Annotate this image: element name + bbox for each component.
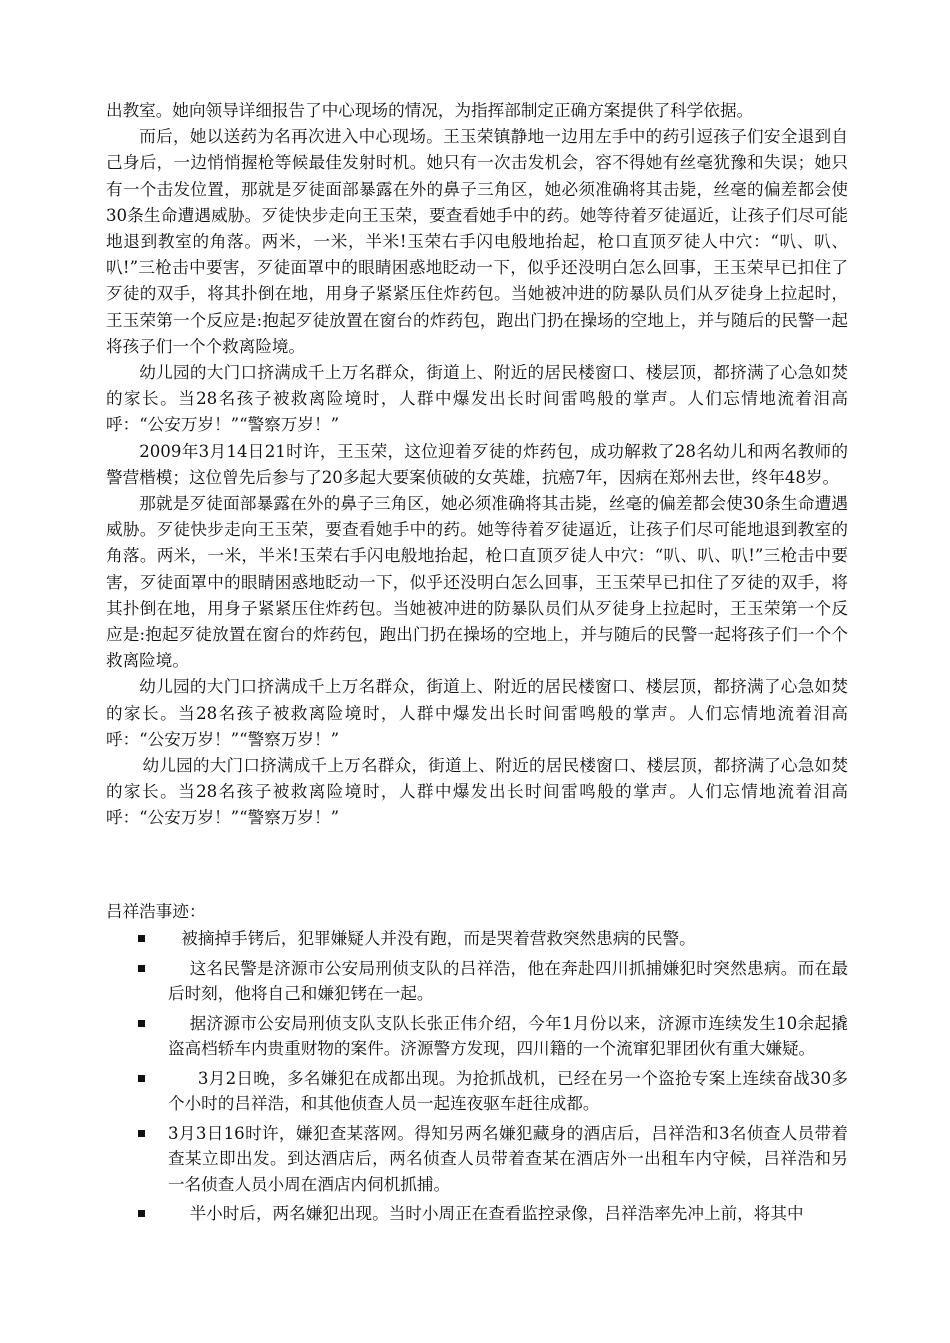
paragraph: 幼儿园的大门口挤满成千上万名群众，街道上、附近的居民楼窗口、楼层顶，都挤满了心急如焚的家长。当28名孩子被救离险境时，人群中爆发出长时间雷鸣般的掌声。人们忘情地流着泪高呼：“公安万岁！”“警察万岁！” (106, 363, 848, 435)
paragraph: 出教室。她向领导详细报告了中心现场的情况，为指挥部制定正确方案提供了科学依据。 (106, 101, 754, 120)
square-bullet-icon (138, 1210, 145, 1217)
section-heading: 吕祥浩事迹： (106, 902, 206, 921)
paragraph: 而后，她以送药为名再次进入中心现场。王玉荣镇静地一边用左手中的药引逗孩子们安全退到自己身后，一边悄悄握枪等候最佳发射时机。她只有一次击发机会，容不得她有丝毫犹豫和失误；她只有一个击发位置，那就是歹徒面部暴露在外的鼻子三角区，她必须准确将其击毙，丝毫的偏差都会使30条生命遭遇威胁。歹徒快步走向王玉荣，要查看她手中的药。她等待着歹徒逼近，让孩子们尽可能地退到教室的角落。两米，一米，半米!玉荣右手闪电般地抬起，枪口直顶歹徒人中穴：“叭、叭、叭!”三枪击中要害，歹徒面罩中的眼睛困惑地眨动一下，似乎还没明白怎么回事，王玉荣早已扣住了歹徒的双手，将其扑倒在地，用身子紧紧压住炸药包。当她被冲进的防暴队员们从歹徒身上拉起时，王玉荣第一个反应是:抱起歹徒放置在窗台的炸药包，跑出门扔在操场的空地上，并与随后的民警一起将孩子们一个个救离险境。 (106, 127, 848, 356)
list-item (106, 926, 848, 952)
square-bullet-icon (138, 935, 145, 942)
list-item-text: 据济源市公安局刑侦支队支队长张正伟介绍，今年1月份以来，济源市连续发生10余起撬盗高档轿车内贵重财物的案件。济源警方发现，四川籍的一个流窜犯罪团伙有重大嫌疑。 (168, 1013, 848, 1058)
list-item-text: 这名民警是济源市公安局刑侦支队的吕祥浩，他在奔赴四川抓捕嫌犯时突然患病。而在最后时刻，他将自己和嫌犯铐在一起。 (168, 958, 848, 1003)
article-body (106, 98, 848, 832)
list-item-text: 3月2日晚，多名嫌犯在成都出现。为抢抓战机，已经在另一个盗抢专案上连续奋战30多个小时的吕祥浩，和其他侦查人员一起连夜驱车赶往成都。 (168, 1068, 848, 1113)
paragraph: 那就是歹徒面部暴露在外的鼻子三角区，她必须准确将其击毙，丝毫的偏差都会使30条生命遭遇威胁。歹徒快步走向王玉荣，要查看她手中的药。她等待着歹徒逼近，让孩子们尽可能地退到教室的角落。两米，一米，半米!玉荣右手闪电般地抬起，枪口直顶歹徒人中穴：“叭、叭、叭!”三枪击中要害，歹徒面罩中的眼睛困惑地眨动一下，似乎还没明白怎么回事，王玉荣早已扣住了歹徒的双手，将其扑倒在地，用身子紧紧压住炸药包。当她被冲进的防暴队员们从歹徒身上拉起时，王玉荣第一个反应是:抱起歹徒放置在窗台的炸药包，跑出门扔在操场的空地上，并与随后的民警一起将孩子们一个个救离险境。 (106, 494, 848, 671)
paragraph: 幼儿园的大门口挤满成千上万名群众，街道上、附近的居民楼窗口、楼层顶，都挤满了心急如焚的家长。当28名孩子被救离险境时，人群中爆发出长时间雷鸣般的掌声。人们忘情地流着泪高呼：“公安万岁！”“警察万岁！” (106, 756, 848, 828)
paragraph: 2009年3月14日21时许，王玉荣，这位迎着歹徒的炸药包，成功解救了28名幼儿和两名教师的警营楷模；这位曾先后参与了20多起大要案侦破的女英雄，抗癌7年，因病在郑州去世，终年48岁。 (106, 441, 848, 487)
list-item (106, 1121, 848, 1198)
bullet-list (106, 926, 848, 1231)
list-item (106, 1066, 848, 1117)
list-item (106, 956, 848, 1007)
square-bullet-icon (138, 1020, 145, 1027)
square-bullet-icon (138, 1130, 145, 1137)
paragraph: 幼儿园的大门口挤满成千上万名群众，街道上、附近的居民楼窗口、楼层顶，都挤满了心急如焚的家长。当28名孩子被救离险境时，人群中爆发出长时间雷鸣般的掌声。人们忘情地流着泪高呼：“公安万岁！”“警察万岁！” (106, 677, 848, 749)
list-item-text: 被摘掉手铐后，犯罪嫌疑人并没有跑，而是哭着营救突然患病的民警。 (181, 929, 696, 948)
square-bullet-icon (138, 1075, 145, 1082)
square-bullet-icon (138, 965, 145, 972)
list-item (106, 1011, 848, 1062)
list-item (106, 1201, 848, 1227)
list-item-text: 3月3日16时许，嫌犯查某落网。得知另两名嫌犯藏身的酒店后，吕祥浩和3名侦查人员带着查某立即出发。到达酒店后，两名侦查人员带着查某在酒店外一出租车内守候，吕祥浩和另一名侦查人员小周在酒店内伺机抓捕。 (168, 1123, 848, 1194)
list-item-text: 半小时后，两名嫌犯出现。当时小周正在查看监控录像，吕祥浩率先冲上前，将其中 (189, 1204, 804, 1223)
